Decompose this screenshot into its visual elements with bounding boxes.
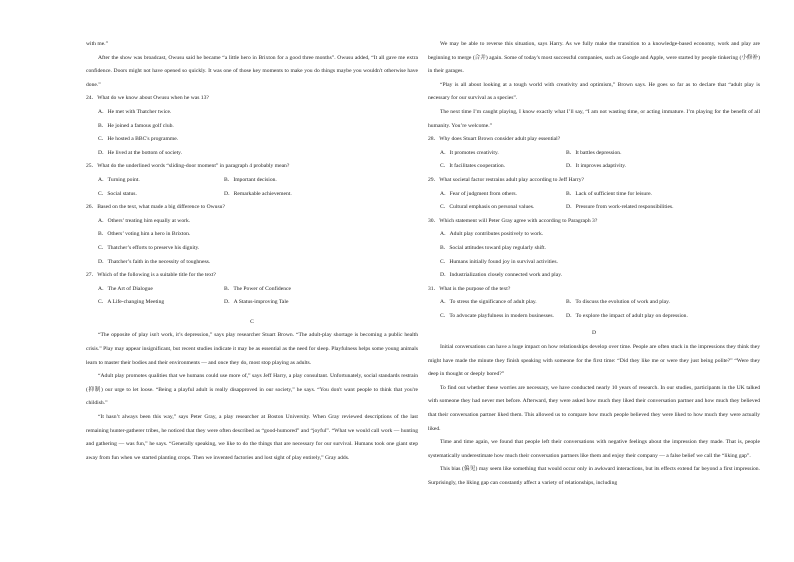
option: C．Cultural emphasis on personal values.	[440, 204, 535, 211]
section-heading-d: D	[591, 330, 597, 337]
option: C．Thatcher’s efforts to preserve his dignity.	[98, 244, 200, 251]
option-row	[428, 310, 760, 324]
option-row	[428, 296, 760, 310]
paragraph: Time and time again, we found that people left their conversations with negative feelings about the impression they made. That is, people systematically underestimate how much their conversation partners like them and enjoy their company — a false belief we call the “liking gap”.	[428, 439, 760, 459]
option-row	[428, 201, 760, 215]
option: B．The Power of Confidence	[224, 285, 291, 292]
option-row	[428, 160, 760, 174]
option: A．The Art of Dialogue	[98, 285, 153, 292]
option-row	[86, 296, 418, 310]
option: C．It facilitates cooperation.	[440, 163, 506, 170]
option: B．Lack of sufficient time for leisure.	[566, 190, 652, 197]
option: B．Important decision.	[224, 176, 277, 183]
option: B．To discuss the evolution of work and play.	[566, 299, 670, 306]
paragraph: This bias (偏见) may seem like something that would occur only in awkward interactions, but its effects extend far beyond a first impression. Surprisingly, the liking gap can constantly affect a variety of relationships, including	[428, 466, 760, 486]
question-24: 24．What do we know about Owusu when he was 13?	[86, 95, 209, 102]
paragraph: To find out whether these worries are necessary, we have conducted nearly 10 years of research. In our studies, participants in the UK talked with someone they had never met before. Afterward, they were asked how much they liked their conversation partner and how much they believed that their conversation partner liked them. This allowed us to compare how much people believed they were liked to how much they were actually liked.	[428, 384, 760, 432]
option: B．He joined a famous golf club.	[98, 122, 174, 129]
paragraph: After the show was broadcast, Owusu said he became “a little hero in Brixton for a good three months”. Owusu added, “It all gave me extra confidence. Doors might not have opened so quickly. It was one of those key moments to make you do things maybe you wouldn't otherwise have done.”	[86, 54, 418, 88]
option: A．Others’ treating him equally at work.	[98, 217, 191, 224]
option: B．Others’ voting him a hero in Brixton.	[98, 231, 191, 238]
option-row	[86, 188, 418, 202]
question-29: 29．What societal factor restrains adult play according to Jeff Harry?	[428, 176, 584, 183]
option: D．Remarkable achievement.	[224, 190, 292, 197]
option: C．A Life-changing Meeting	[98, 299, 165, 306]
option: C．To advocate playfulness in modern businesses.	[440, 312, 554, 319]
option: C．Social status.	[98, 190, 137, 197]
option: A．Fear of judgment from others.	[440, 190, 517, 197]
question-28: 28．Why does Stuart Brown consider adult play essential?	[428, 136, 561, 143]
left-column	[86, 38, 418, 465]
option-row	[86, 174, 418, 188]
option: D．To explore the impact of adult play on depression.	[566, 312, 688, 319]
paragraph: The next time I’m caught playing, I know exactly what I’ll say, “I am not wasting time, or acting immature. I’m playing for the benefit of all humanity. You’re welcome.”	[428, 108, 760, 129]
right-column	[428, 38, 760, 491]
question-25: 25．What do the underlined words “sliding-door moment” in paragraph 4 probably mean?	[86, 163, 290, 170]
paragraph: “The opposite of play isn't work, it’s depression,” says play researcher Stuart Brown. “The adult-play shortage is becoming a public health crisis.” Play may appear insignificant, but recent studies indicate it may be as essential as the need for sleep. Playfulness helps some young animals learn to master their bodies and their environments — and once they do, most stop playing as adults.	[86, 332, 418, 366]
option: A．To stress the significance of adult play.	[440, 299, 537, 306]
option: A．It promotes creativity.	[440, 149, 499, 156]
paragraph: Initial conversations can have a huge impact on how relationships develop over time. People are often stuck in the impressions they think they might have made the minute they finish speaking with someone for the first time: “Did they like me or were they just being polite?” “Were they deep in thought or deeply bored?”	[428, 344, 760, 378]
option: A．Turning point.	[98, 176, 140, 183]
option: D．Pressure from work-related responsibilities.	[566, 204, 674, 211]
option-row	[428, 188, 760, 202]
option: D．He lived at the bottom of society.	[98, 149, 182, 156]
option-row	[86, 283, 418, 297]
question-26: 26．Based on the text, what made a big difference to Owusu?	[86, 204, 225, 211]
option: D．Industrialization closely connected work and play.	[440, 272, 563, 279]
option: A．Adult play contributes positively to work.	[440, 231, 544, 238]
paragraph: with me.”	[86, 41, 109, 47]
option: D．A Status-improving Tale	[224, 299, 289, 306]
paragraph: “Adult play promotes qualities that we humans could use more of,” says Jeff Harry, a play consultant. Unfortunately, social standards restrain (抑制) our urge to let loose. “Being a playful adult is really disapproved in our society,” he says. “You don't want people to think that you're childish.”	[86, 373, 418, 407]
option: D．Thatcher’s faith in the necessity of toughness.	[98, 258, 211, 265]
option: A．He met with Thatcher twice.	[98, 108, 172, 115]
option: B．Social attitudes toward play regularly shift.	[440, 244, 546, 251]
paragraph: “It hasn’t always been this way,” says Peter Gray, a play researcher at Boston University. When Gray reviewed descriptions of the last remaining hunter-gatherer tribes, he noticed that they were often described as “good-humored” and “joyful”. “What we would call work — hunting and gathering — was fun,” he says. “Generally speaking, we like to do the things that are necessary for our survival. Humans took one giant step away from fun when we started planting crops. Then we invented factories and lost sight of play entirely,” Gray adds.	[86, 414, 418, 461]
paragraph: “Play is all about looking at a tough world with creativity and optimism,” Brown says. He goes so far as to declare that “adult play is necessary for our survival as a species”.	[428, 81, 760, 102]
section-heading-c: C	[250, 318, 254, 325]
option-row	[428, 147, 760, 161]
paragraph: We may be able to reverse this situation, says Harry. As we fully make the transition to a knowledge-based economy, work and play are beginning to merge (合并) again. Some of today's most successful companies, such as Google and Apple, were started by people tinkering (小修补) in their garages.	[428, 41, 760, 75]
question-27: 27．Which of the following is a suitable title for the text?	[86, 272, 216, 279]
option: C．He hosted a BBC's programme.	[98, 136, 179, 143]
question-30: 30．Which statement will Peter Gray agree with according to Paragraph 3?	[428, 217, 598, 224]
option: C．Humans initially found joy in survival activities.	[440, 258, 558, 265]
question-31: 31．What is the purpose of the text?	[428, 285, 511, 292]
option: D．It improves adaptivity.	[566, 163, 627, 170]
option: B．It battles depression.	[566, 149, 622, 156]
